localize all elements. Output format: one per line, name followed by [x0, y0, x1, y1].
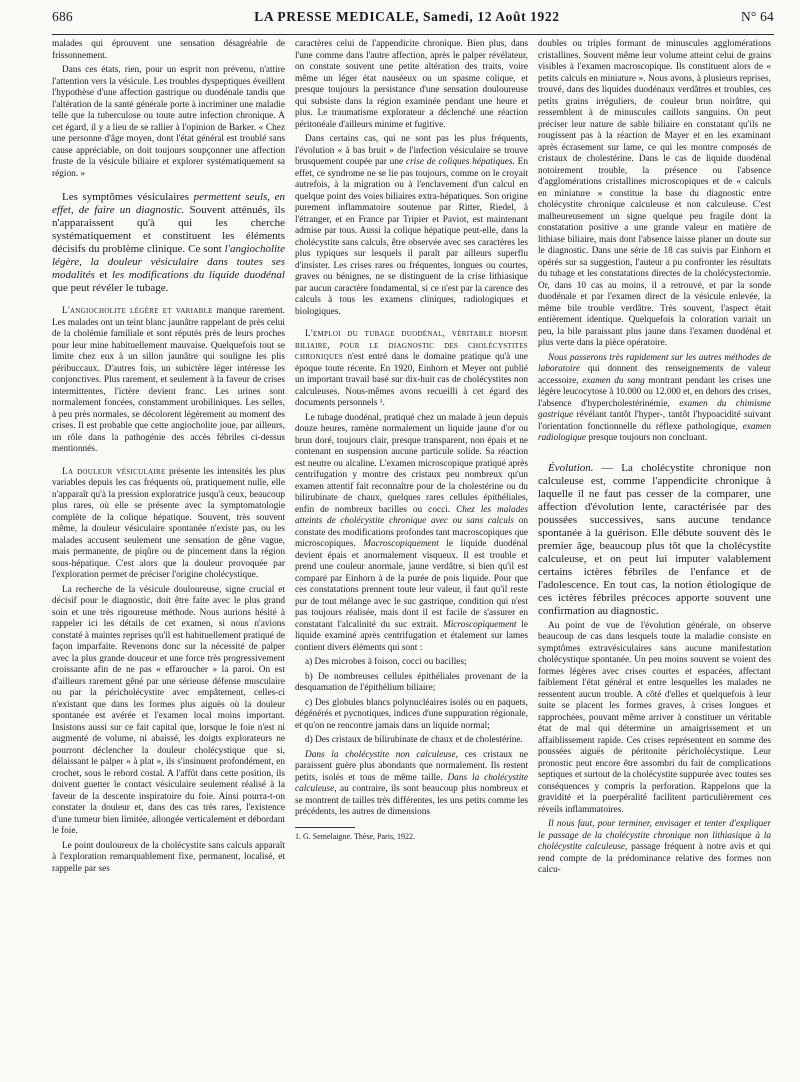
footnote-rule — [295, 827, 355, 828]
emphasis: Dans la cholécystite calculeuse, — [295, 772, 528, 794]
text-run: montrant pendant les crises une légère leucocytose à 10.000 ou 12.000 et, en dehors des crises, l'absence d'hypercholestérinémie, — [538, 375, 771, 409]
section-heading: Évolution. — [548, 461, 594, 474]
emphasis: Dans la cholécystite non calculeuse, — [305, 749, 458, 760]
emphasis: examen du chimisme gastrique — [538, 398, 771, 420]
emphasis: Il nous faut, pour terminer, envisager et tenter d'expliquer le passage de la cholécystite chronique non lithiasique à la cholécystite calculeuse, — [538, 819, 771, 852]
running-header — [52, 0, 774, 35]
paragraph-symptomes — [52, 191, 285, 295]
column-1 — [52, 39, 285, 1079]
list-item: c) Des globules blancs polynucléaires isolés ou en paquets, dégénérés et pycnotiques, indices d'une suppuration régionale, et qu'on ne rencontre jamais dans un liquide normal; — [295, 697, 528, 731]
emphasis: examen radiologique — [538, 421, 771, 443]
text-run: révélant tantôt l'hyper-, tantôt l'hypoacidité suivant l'orientation fonctionnelle du réflexe pathologique, — [538, 410, 771, 432]
paragraph: Au point de vue de l'évolution générale, on observe beaucoup de cas dans lesquels toute la maladie consiste en symptômes extravésiculaires sans aucune manifestation cholécystique spontanée. Un peu moins souvent se voient des formes légères avec crises courtes et espacées, affectant faiblement l'état général et entre lesquelles les malades ne ressentent aucun trouble. A côté d'elles et quelquefois à leur suite se placent les formes graves, à crises longues et rapprochées, pouvant même arriver à constituer un véritable état de mal qui détermine un amaigrissement et un affaiblissement rapide. Ces crises représentent en somme des poussées aiguës de péritonite péricholécystique. Leur pronostic peut encore être assombri du fait de complications septiques et surtout de la cholécystite suppurée avec toutes ses conséquences y compris la perforation. Rappelons que la gravidité et la puerpéralité facilitent particulièrement ces réveils inflammatoires. — [538, 620, 771, 815]
paragraph: malades qui éprouvent une sensation désagréable de frissonnement. — [52, 39, 285, 61]
small-caps-heading: L'angiocholite légère et variable — [62, 306, 213, 316]
column-2 — [295, 39, 528, 1079]
paragraph: doubles ou triples formant de minuscules agglomérations cristallines. Souvent même leur volume atteint celui de grains visibles à l'examen macroscopique. Ils constituent alors de « petits calculs en miniature ». Nous avons, à plusieurs reprises, trouvé, dans des liquides duodénaux verdâtres et troubles, ces petits grains irréguliers, de couleur brun noirâtre, qui ressemblent à de minuscules caillots sanguins. On peut préciser leur nature de sable biliaire en constatant qu'ils ne rougissent pas à la réaction de Mayer et en les examinant après écrasement sur lame, ce qui les montre composés de cristaux de cholestérine. Dans le cas de liquide duodénal notoirement trouble, la présence ou l'absence d'agglomérations cristallines microscopiques et de « calculs en miniature » constitue la base du diagnostic entre cholécystite chronique calculeuse et non calculeuse. C'est malheureusement un signe quelque peu fragile dont la constatation positive a une grande valeur en matière de lithiase biliaire, mais dont l'absence laisse planer un doute sur le diagnostic. Dans une série de 18 cas suivis par Einhorn et opérés sur sa suggestion, l'auteur a pu confronter les résultats du tubage et les constatations directes de la cholécystectomie. Or, dans 10 cas au moins, il a retrouvé, et par la sonde duodénale et par l'examen direct de la vésicule enlevée, la même bile trouble verdâtre. Très souvent, l'aspect était entièrement identique. Quelquefois la coloration variait un peu, la bile paraissant plus jaune dans l'examen duodénal et plus verte dans la pièce opératoire. — [538, 39, 771, 348]
text-columns — [52, 39, 774, 1079]
emphasis: Chez les malades atteints de cholécystite chronique avec ou sans calculs — [295, 504, 528, 526]
text-run: au contraire, ils sont beaucoup plus nombreux et se montrent de tailles très différentes, les uns petits comme les précédents, les autres de dimensions — [295, 784, 528, 817]
text-run: presque toujours non concluant. — [586, 433, 708, 443]
text-run: manque rarement. Les malades ont un teint blanc jaunâtre rappelant de près celui de la cholémie familiale et sont réputés près de leurs proches pour leur mine habituellement mauvaise. Quelquefois tout se limite chez eux à un sillon jaunâtre qui souligne les plis péribuccaux. D'autres fois, un subictère léger intéresse les conjonctives. Plus rarement, et seulement à la faveur de crises intermittentes, l'ictère devient franc. Les urines sont normalement foncées, constamment urobiliniques. Les selles, à peu près normales, se décolorent légèrement au moment des crises. Il est probable que cette angiocholite joue, par ailleurs, un rôle dans la pathogénie des accès fébriles ci-dessus mentionnés. — [52, 306, 285, 454]
text-run: Souvent atténués, ils n'apparaissent qu'à qui les cherche systématiquement et constituent les éléments décisifs du problème clinique. Ce sont — [52, 204, 285, 255]
paragraph-evolution — [538, 462, 771, 618]
small-caps-heading: La douleur vésiculaire — [62, 466, 166, 477]
list-item: b) De nombreuses cellules épithéliales provenant de la desquamation de l'épithélium biliaire; — [295, 671, 528, 693]
text-run: qui donnent des renseignements de valeur accessoire, — [538, 364, 771, 386]
text-run: présente les intensités les plus variables depuis les cas fréquents où, pratiquement nulle, elle n'apparaît qu'à la pression exploratrice jusqu'à ceux, beaucoup plus rares, où elle se présente avec la symptomatologie complète de la colique hépatique. Souvent, très souvent même, la douleur vésiculaire spontanée n'existe pas, ou les malades accusent seulement une sensation de gêne vague, mais permanente, de piqûre ou de pincement dans la région sous-hépatique. C'est alors que la douleur provoquée par l'exploration permet de préciser l'origine cholécystique. — [52, 466, 285, 580]
paragraph: Dans ces états, rien, pour un esprit non prévenu, n'attire l'attention vers la vésicule. Les troubles dyspeptiques éveillent l'hypothèse d'une affection gastrique ou duodénale tandis que l'altération de la santé générale porte à incriminer une maladie telle que la tuberculose ou toute autre infection chronique. A cet égard, il y a lieu de se rallier à l'opinion de Barker. « Chez une personne d'âge moyen, dont l'état général est troublé sans cause appréciable, on doit toujours soupçonner une affection fruste de la vésicule biliaire et explorer systématiquement sa région. » — [52, 65, 285, 179]
text-run: Les symptômes vésiculaires — [62, 191, 194, 203]
list-item: a) Des microbes à foison, cocci ou bacilles; — [305, 657, 467, 667]
paragraph — [295, 750, 528, 819]
text-run: Dans certains cas, qui ne sont pas les plus fréquents, l'évolution « à bas bruit » de l'infection vésiculaire se trouve brusquement coupée par une — [295, 134, 528, 167]
issue-number: N° 64 — [740, 9, 774, 24]
paragraph — [538, 353, 771, 445]
paragraph — [295, 134, 528, 318]
emphasis: Macroscopiquement — [363, 539, 439, 549]
column-3 — [538, 39, 771, 1079]
paragraph: caractères celui de l'appendicite chronique. Bien plus, dans l'une comme dans l'autre affection, après le palper révélateur, on constate souvent une petite altération des traits, voire même un léger état nauséeux ou un spasme colique, et presque toujours la persistance d'une sensation douloureuse qui subsiste dans la région examinée pendant une heure et plus. Le traumatisme explorateur a déclenché une réaction péritonéale d'ailleurs minime et fugitive. — [295, 39, 528, 130]
text-run: on constate des modifications profondes tant macroscopiques que microscopiques. — [295, 516, 528, 549]
emphasis: l'angiocholite légère, la douleur vésiculaire dans toutes ses modalités — [52, 243, 285, 281]
page-number: 686 — [52, 9, 73, 24]
emphasis: permettent seuls, en effet, de faire un diagnostic. — [52, 191, 285, 216]
footnote: 1. G. Semelaigne. Thèse, Paris, 1922. — [295, 831, 416, 841]
emphasis: crise de coliques hépatiques. — [405, 157, 515, 167]
text-run: et — [94, 269, 112, 281]
text-run: le liquide examiné après centrifugation et étalement sur lames contient divers éléments qui sont : — [295, 619, 528, 653]
text-run: — La cholécystite chronique non calculeuse est, comme l'appendicite chronique à laquelle il ne faut pas cesser de la comparer, une affection d'évolution lente, caractérisée par des poussées successives, sans aucune tendance spontanée à la guérison. Elle débute souvent dès le premier âge, beaucoup plus tôt que la cholécystite calculeuse, et on peut lui imputer valablement certains ictères fébriles de l'enfance et de l'adolescence. En tout cas, la notion étiologique de ces ictères fébriles précoces apporte souvent une confirmation au diagnostic. — [538, 461, 771, 617]
paragraph-douleur — [52, 467, 285, 582]
paragraph-angiocholite — [52, 306, 285, 456]
paragraph: La recherche de la vésicule douloureuse, signe crucial et décisif pour le diagnostic, doit être faite avec le plus grand soin et une très rigoureuse méthode. Nous aurions hésité à rappeler ici les détails de cet examen, si nous n'avions constaté à maintes reprises qu'il est habituellement pratiqué de façon imparfaite. Revenons donc sur la nécessité de palper avec la plus grande douceur et une force très progressivement croissante afin de ne pas « effaroucher » la paroi. On est d'ailleurs rarement gêné par une sérieuse défense musculaire ou par la péricholécystite avec empâtement, celles-ci n'existant que dans les formes plus aiguës où la douleur spontanée est avérée et l'examen local moins important. Insistons aussi sur ce fait capital que, lorsque le foie n'est ni augmenté de volume, ni abaissé, les doigts explorateurs ne pourront déclencher la douleur cholécystique que si, délaissant le palper « à plat », ils s'insinuent profondément, en crochet, sous le rebord costal. A l'affût dans cette position, ils doivent guetter le contact vésiculaire seulement réalisé à la faveur de la descente inspiratoire du foie. Ainsi pourra-t-on constater la douleur et, dans des cas très rares, l'existence d'une tumeur bien limitée, allongée verticalement et débordant le foie. — [52, 584, 285, 836]
paragraph — [538, 819, 771, 877]
emphasis: les modifications du liquide duodénal — [111, 269, 285, 281]
paragraph — [295, 413, 528, 655]
text-run: En effet, ce syndrome ne se lie pas toujours, comme on le croyait autrefois, à la migration ou à l'enclavement d'un calcul en quelque point des voies biliaires extra-hépatiques. Son origine purement inflammatoire soutenue par Ritter, Riedel, à l'étranger, et en France par Tripier et Paviot, est maintenant admise par tous. Aussi la colique hépatique peut-elle, dans la cholécystite sans calculs, être observée avec ses caractères les plus typiques sur lesquels il paraît par ailleurs superflu d'insister. Les crises rares ou fréquentes, longues ou courtes, graves ou bénignes, ne se distinguent de la crise lithiasique par aucun caractère fondamental, si ce n'est par la carence des calculs à tous les examens cliniques, radiologiques et biologiques. — [295, 157, 528, 317]
text-run: que peut révéler le tubage. — [52, 282, 169, 294]
text-run: Le tubage duodénal, pratiqué chez un malade à jeun depuis douze heures, ramène normalement un liquide jaune d'or ou brun doré, toujours clair, presque transparent, non épais et ne contenant en suspension aucune particule solide. Sa réaction est neutre ou alcaline. L'examen microscopique pratiqué après centrifugation y montre des cristaux peu nombreux qu'un examen attentif fait reconnaître pour de la cholestérine ou du bilirubinate de chaux, quelques rares cellules épithéliales, enfin de nombreux bacilles ou cocci. — [295, 412, 528, 515]
text-run: passage fréquent à notre avis et qui rend compte de la prédominance relative des formes non calcu- — [538, 842, 771, 875]
emphasis: Nous passerons très rapidement sur les autres méthodes de laboratoire — [538, 352, 771, 374]
journal-title: LA PRESSE MEDICALE, Samedi, 12 Août 1922 — [254, 9, 560, 24]
text-run: n'est entré dans le domaine pratique qu'à une époque toute récente. En 1920, Einhorn et Meyer ont publié un important travail basé sur dix-huit cas de cholécystites non calculeuses. Nous-mêmes avons recueilli à cet égard des documents personnels ¹. — [295, 352, 528, 408]
small-caps-heading: L'emploi du tubage duodénal, véritable biopsie biliaire, pour le diagnostic des cholécystites chroniques — [295, 329, 528, 362]
list-item: d) Des cristaux de bilirubinate de chaux et de cholestérine. — [305, 735, 523, 745]
text-run: ces cristaux ne paraissent guère plus abondants que normalement. Ils restent petits, isolés et tous de même taille. — [295, 749, 528, 783]
emphasis: examen du sang — [582, 375, 645, 386]
emphasis: Microscopiquement — [442, 619, 517, 630]
paragraph: Le point douloureux de la cholécystite sans calculs apparaît à l'exploration remarquablement fixe, permanent, localisé, et rappelle par ses — [52, 840, 285, 874]
paragraph-tubage — [295, 329, 528, 410]
text-run: le liquide duodénal devient épais et anormalement visqueux. Il est trouble et prend une couleur anormale, jaune verdâtre, si bien qu'il est comparé par Einhorn à de la purée de pois liquide. Pour que ces constatations prennent toute leur valeur, il faut qu'il reste pur de tout mélange avec le suc gastrique, condition qui n'est pas toujours réalisée, mais dont il est facile de s'assurer en constatant l'alcalinité du suc extrait. — [295, 539, 528, 630]
